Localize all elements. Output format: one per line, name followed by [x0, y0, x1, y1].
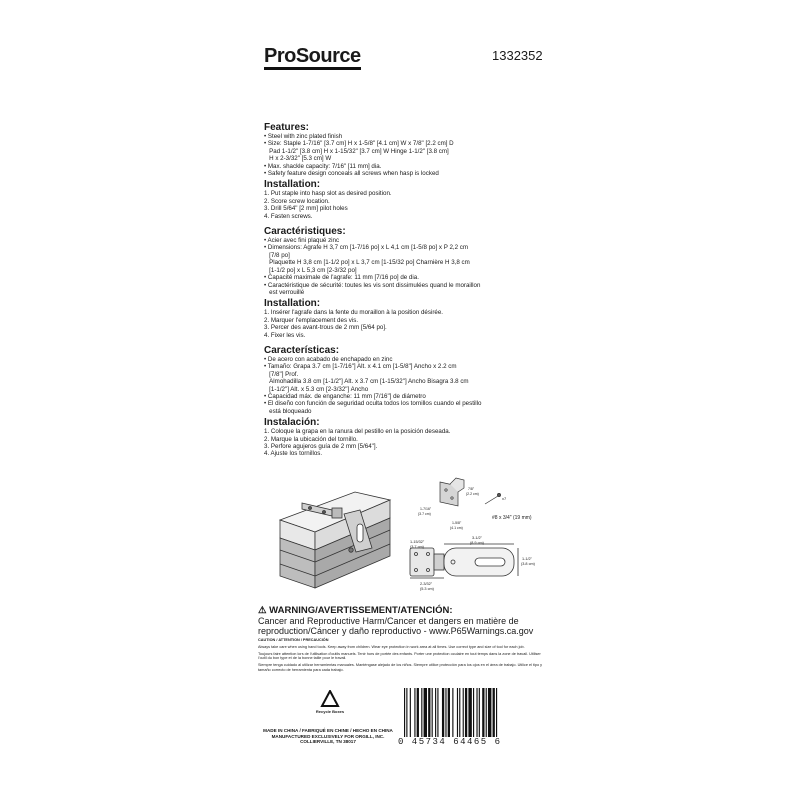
barcode-bar	[432, 688, 433, 738]
barcode-bar	[465, 688, 467, 738]
installation-heading-en: Installation:	[264, 179, 321, 191]
list-item: 1. Insérer l'agrafe dans la fente du moraillon à la position désirée.	[264, 309, 444, 317]
features-list-fr	[264, 237, 549, 296]
made-in-line: MADE IN CHINA / FABRIQUÉ EN CHINE / HECHO EN CHINA	[263, 728, 393, 733]
list-item: est verrouillé	[264, 288, 305, 296]
list-item: 2. Marquer l'emplacement des vis.	[264, 316, 359, 324]
caution-heading: CAUTION / ATTENTION / PRECAUCIÓN	[258, 638, 329, 642]
list-item: 3. Percer des avant-trous de 2 mm [5/64 po].	[264, 324, 387, 332]
barcode-bar	[428, 688, 430, 738]
barcode-bar	[445, 688, 446, 738]
recycle-symbol	[310, 690, 350, 714]
list-item: 4. Fasten screws.	[264, 212, 313, 220]
barcode-bar	[463, 688, 464, 738]
box-illustration	[280, 492, 390, 588]
recycle-label: Recycle Boxes	[315, 709, 345, 714]
pad-width-label: 1-15/32"	[410, 540, 425, 544]
list-item: • Caractéristique de sécurité: toutes les vis sont dissimulées quand le moraillon	[264, 281, 481, 289]
features-heading: Features:	[264, 122, 310, 133]
barcode-bar	[452, 688, 453, 738]
made-in-line: COLLIERVILLE, TN 38017	[300, 739, 356, 745]
warning-title	[258, 605, 550, 616]
installation-list-en	[264, 190, 549, 220]
sku-number: 1332352	[492, 48, 543, 63]
list-item: • Steel with zinc plated finish	[264, 133, 343, 140]
list-item: [7/8"] Prof.	[264, 370, 299, 378]
brand-logo: ProSource	[264, 46, 361, 70]
list-item: 2. Marque la ubicación del tornillo.	[264, 435, 358, 443]
staple-height-label: 1-7/16"	[420, 507, 432, 511]
made-in-block	[258, 728, 398, 745]
caution-spanish: Siempre tenga cuidado al utilizar herramientas manuales. Manténgase alejado de los niños. Siempre utilice protección para los ojos en el área de trabajo. Utilice el tipo y tamaño correcto de herramienta para cada trabajo.	[258, 663, 543, 672]
staple-depth-label: 7/8"	[468, 487, 475, 491]
features-list-es	[264, 356, 549, 415]
screw-size-label: #8 x 3/4" (19 mm)	[492, 515, 532, 521]
barcode-number: 0 45734 64465 6	[398, 737, 545, 747]
list-item: • Safety feature design conceals all screws when hasp is locked	[264, 170, 439, 178]
list-item: • Capacidad máx. de enganche: 11 mm [7/16"] de diámetro	[264, 392, 426, 400]
list-item: • Max. shackle capacity: 7/16" [11 mm] dia.	[264, 162, 382, 170]
staple-height-cm: (3.7 cm)	[418, 512, 431, 516]
barcode-bar	[435, 688, 436, 738]
warning-section	[258, 605, 550, 673]
hasp-length-label: 3-1/2"	[472, 536, 483, 540]
hasp-length-cm: (8.9 cm)	[470, 541, 484, 545]
screw-quantity: x7	[502, 496, 507, 501]
warning-title-text: WARNING/AVERTISSEMENT/ATENCIÓN:	[269, 605, 453, 616]
hasp-height-cm: (3.8 cm)	[521, 562, 535, 566]
barcode-bar	[459, 688, 460, 738]
list-item: • Tamaño: Grapa 3.7 cm [1-7/16"] Alt. x 4.1 cm [1-5/8"] Ancho x 2.2 cm	[264, 363, 457, 371]
recycle-icon	[320, 690, 340, 708]
list-item: está bloqueado	[264, 407, 312, 415]
list-item: H x 2-3/32" [5.3 cm] W	[264, 155, 332, 163]
barcode-bar	[417, 688, 419, 738]
barcode-bar	[410, 688, 411, 738]
list-item: [7/8 po]	[264, 251, 290, 259]
installation-list-es	[264, 428, 549, 458]
product-text	[264, 120, 549, 458]
list-item: • Size: Staple 1-7/16" [3.7 cm] H x 1-5/8" [4.1 cm] W x 7/8" [2.2 cm] D	[264, 140, 454, 148]
screw-icon	[485, 493, 501, 504]
barcode-bar	[442, 688, 444, 738]
product-illustration	[260, 470, 550, 605]
staple-width-cm: (4.1 cm)	[450, 526, 463, 530]
barcode-bar	[482, 688, 484, 738]
features-list	[264, 133, 549, 177]
list-item: [1-1/2 po] x L 5,3 cm [2-3/32 po]	[264, 266, 357, 274]
features-heading-es: Características:	[264, 344, 340, 356]
list-item: • Dimensions: Agrafe H 3,7 cm [1-7/16 po] x L 4,1 cm [1-5/8 po] x P 2,2 cm	[264, 244, 469, 252]
barcode-bar	[496, 688, 497, 738]
list-item: Almohadilla 3.8 cm [1-1/2"] Alt. x 3.7 cm [1-15/32"] Ancho Bisagra 3.8 cm	[264, 378, 469, 386]
barcode-bar	[476, 688, 477, 738]
warning-triangle-icon: ⚠	[258, 605, 267, 616]
barcode-bar	[437, 688, 438, 738]
warning-body: Cancer and Reproductive Harm/Cancer et dangers en matière de reproduction/Cáncer y daño reproductivo - www.P65Warnings.ca.gov	[258, 616, 534, 636]
installation-heading-es: Instalación:	[264, 417, 320, 429]
hinge-width-label: 2-3/32"	[420, 582, 433, 586]
list-item: 4. Fixer les vis.	[264, 331, 306, 339]
list-item: Pad 1-1/2" [3.8 cm] H x 1-15/32" [3.7 cm] W Hinge 1-1/2" [3.8 cm]	[264, 147, 449, 155]
hasp-height-label: 1-1/2"	[522, 557, 533, 561]
list-item: [1-1/2"] Alt. x 5.3 cm [2-3/32"] Ancho	[264, 385, 369, 393]
installation-heading-fr: Installation:	[264, 298, 321, 310]
caution-french: Toujours faire attention lors de l'utilisation d'outils manuels. Tenir hors de portée des enfants. Porter une protection oculaire en tout temps dans la zone de travail. Utiliser l'outil du bon type et de la bonne taille pour le travail.	[258, 651, 541, 661]
list-item: 1. Coloque la grapa en la ranura del pestillo en la posición deseada.	[264, 428, 451, 436]
staple-width-label: 1-5/8"	[452, 521, 462, 525]
hinge-width-cm: (5.3 cm)	[420, 587, 434, 591]
barcode-bar	[424, 688, 427, 738]
barcode-bar	[488, 688, 491, 738]
barcode-bar	[448, 688, 450, 738]
installation-list-fr	[264, 309, 549, 339]
made-in-line: MANUFACTURED EXCLUSIVELY FOR ORGILL, INC.	[271, 733, 385, 739]
list-item: 3. Drill 5/64" [2 mm] pilot holes	[264, 205, 348, 213]
features-heading-fr: Caractéristiques:	[264, 226, 346, 238]
barcode-bar	[486, 688, 487, 738]
barcode-bar	[479, 688, 480, 738]
barcode-bar	[473, 688, 474, 738]
caution-english: Always take care when using hand tools. Keep away from children. Wear eye protection in work area at all times. Use correct type and size of tool for each job.	[258, 644, 525, 649]
staple-diagram	[440, 478, 464, 506]
list-item: 1. Put staple into hasp slot as desired position.	[264, 190, 392, 198]
barcode-bar	[414, 688, 415, 738]
list-item: Plaquette H 3,8 cm [1-1/2 po] x L 3,7 cm [1-15/32 po] Charnière H 3,8 cm	[264, 259, 470, 267]
barcode-bar	[406, 688, 407, 738]
list-item: • De acero con acabado de enchapado en zinc	[264, 355, 393, 363]
hasp-diagram	[410, 544, 518, 578]
list-item: • El diseño con función de seguridad oculta todos los tornillos cuando el pestillo	[264, 400, 482, 408]
list-item: 2. Score screw location.	[264, 197, 330, 205]
barcode-bar	[404, 688, 405, 738]
staple-depth-cm: (2.2 cm)	[466, 492, 479, 496]
barcode-bar	[457, 688, 458, 738]
pad-width-cm: (3.7 cm)	[410, 545, 424, 549]
barcode-bar	[493, 688, 495, 738]
list-item: 4. Ajuste los tornillos.	[264, 450, 323, 458]
list-item: • Capacité maximale de l'agrafe: 11 mm [7/16 po] de dia.	[264, 274, 419, 282]
list-item: • Acier avec fini plaqué zinc	[264, 237, 340, 245]
barcode-bar	[421, 688, 422, 738]
barcode-bar	[468, 688, 471, 738]
list-item: 3. Perfore agujeros guía de 2 mm [5/64"].	[264, 443, 378, 450]
